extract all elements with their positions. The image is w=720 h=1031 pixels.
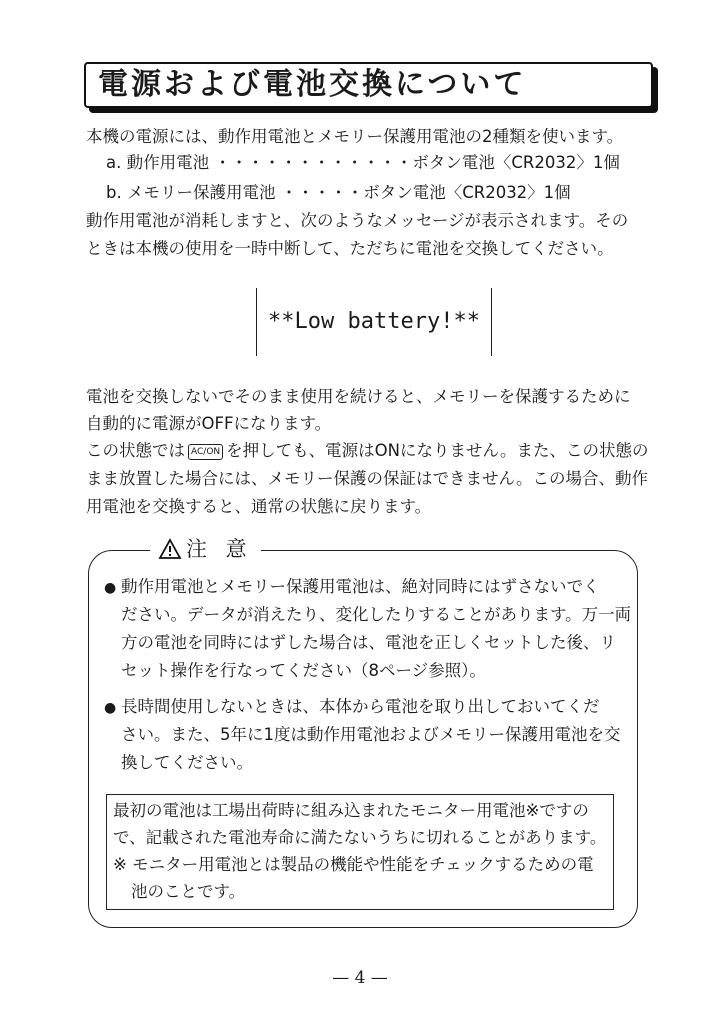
- bullet-dot-icon: ●: [104, 580, 117, 596]
- page-number: — 4 —: [332, 968, 388, 988]
- body-line-5: 用電池を交換すると、通常の状態に戻ります。: [86, 497, 432, 516]
- body-line-4: まま放置した場合には、メモリー保護の保証はできません。この場合、動作: [86, 469, 648, 488]
- note-line1: 最初の電池は工場出荷時に組み込まれたモニター用電池※ですの: [113, 801, 589, 820]
- intro-item-b: b. メモリー保護用電池 ・・・・・ボタン電池〈CR2032〉1個: [106, 183, 571, 202]
- note-box: [106, 794, 614, 910]
- title-box: [84, 62, 653, 108]
- note-text: [113, 797, 606, 905]
- page-title: 電源および電池交換について: [98, 67, 527, 102]
- caution-bullet1-line4: セット操作を行なってください（8ページ参照）。: [121, 661, 486, 680]
- body-line-2: 自動的に電源がOFFになります。: [86, 414, 332, 433]
- caution-bullet1-line3: 方の電池を同時にはずした場合は、電池を正しくセットした後、リ: [121, 633, 616, 652]
- caution-bullet1-line2: ださい。データが消えたり、変化したりすることがあります。万一両: [121, 605, 632, 624]
- warning-triangle-icon: [158, 538, 182, 568]
- body-line-3-post: を押しても、電源はONになりません。また、この状態の: [226, 441, 649, 460]
- body-line-3: [86, 438, 648, 464]
- low-battery-message: **Low battery!**: [268, 309, 480, 334]
- intro-line-5: ときは本機の使用を一時中断して、ただちに電池を交換してください。: [86, 239, 614, 258]
- note-line2: で、記載された電池寿命に満たないうちに切れることがあります。: [113, 828, 607, 847]
- caution-heading: [150, 534, 261, 568]
- intro-item-a: a. 動作用電池 ・・・・・・・・・・・・ボタン電池〈CR2032〉1個: [106, 153, 620, 172]
- caution-bullet2-line1: 長時間使用しないときは、本体から電池を取り出しておいてくだ: [121, 697, 600, 716]
- note-line4: 池のことです。: [131, 882, 246, 901]
- bullet-dot-icon: ●: [104, 700, 117, 716]
- caution-bullet1-line1: 動作用電池とメモリー保護用電池は、絶対同時にはずさないでく: [121, 577, 600, 596]
- body-line-3-pre: この状態では: [86, 441, 185, 460]
- caution-title: 注 意: [186, 537, 253, 561]
- ac-on-key-icon: AC/ON: [188, 444, 223, 460]
- caution-bullet2-line2: さい。また、5年に1度は動作用電池およびメモリー保護用電池を交: [121, 725, 621, 744]
- low-battery-display: [256, 288, 492, 356]
- caution-bullet2-line3: 換してください。: [121, 753, 253, 772]
- body-line-1: 電池を交換しないでそのまま使用を続けると、メモリーを保護するために: [86, 387, 631, 406]
- intro-line-1: 本機の電源には、動作用電池とメモリー保護用電池の2種類を使います。: [86, 127, 624, 146]
- intro-line-4: 動作用電池が消耗しますと、次のようなメッセージが表示されます。その: [86, 211, 629, 230]
- note-line3: ※ モニター用電池とは製品の機能や性能をチェックするための電: [113, 855, 594, 874]
